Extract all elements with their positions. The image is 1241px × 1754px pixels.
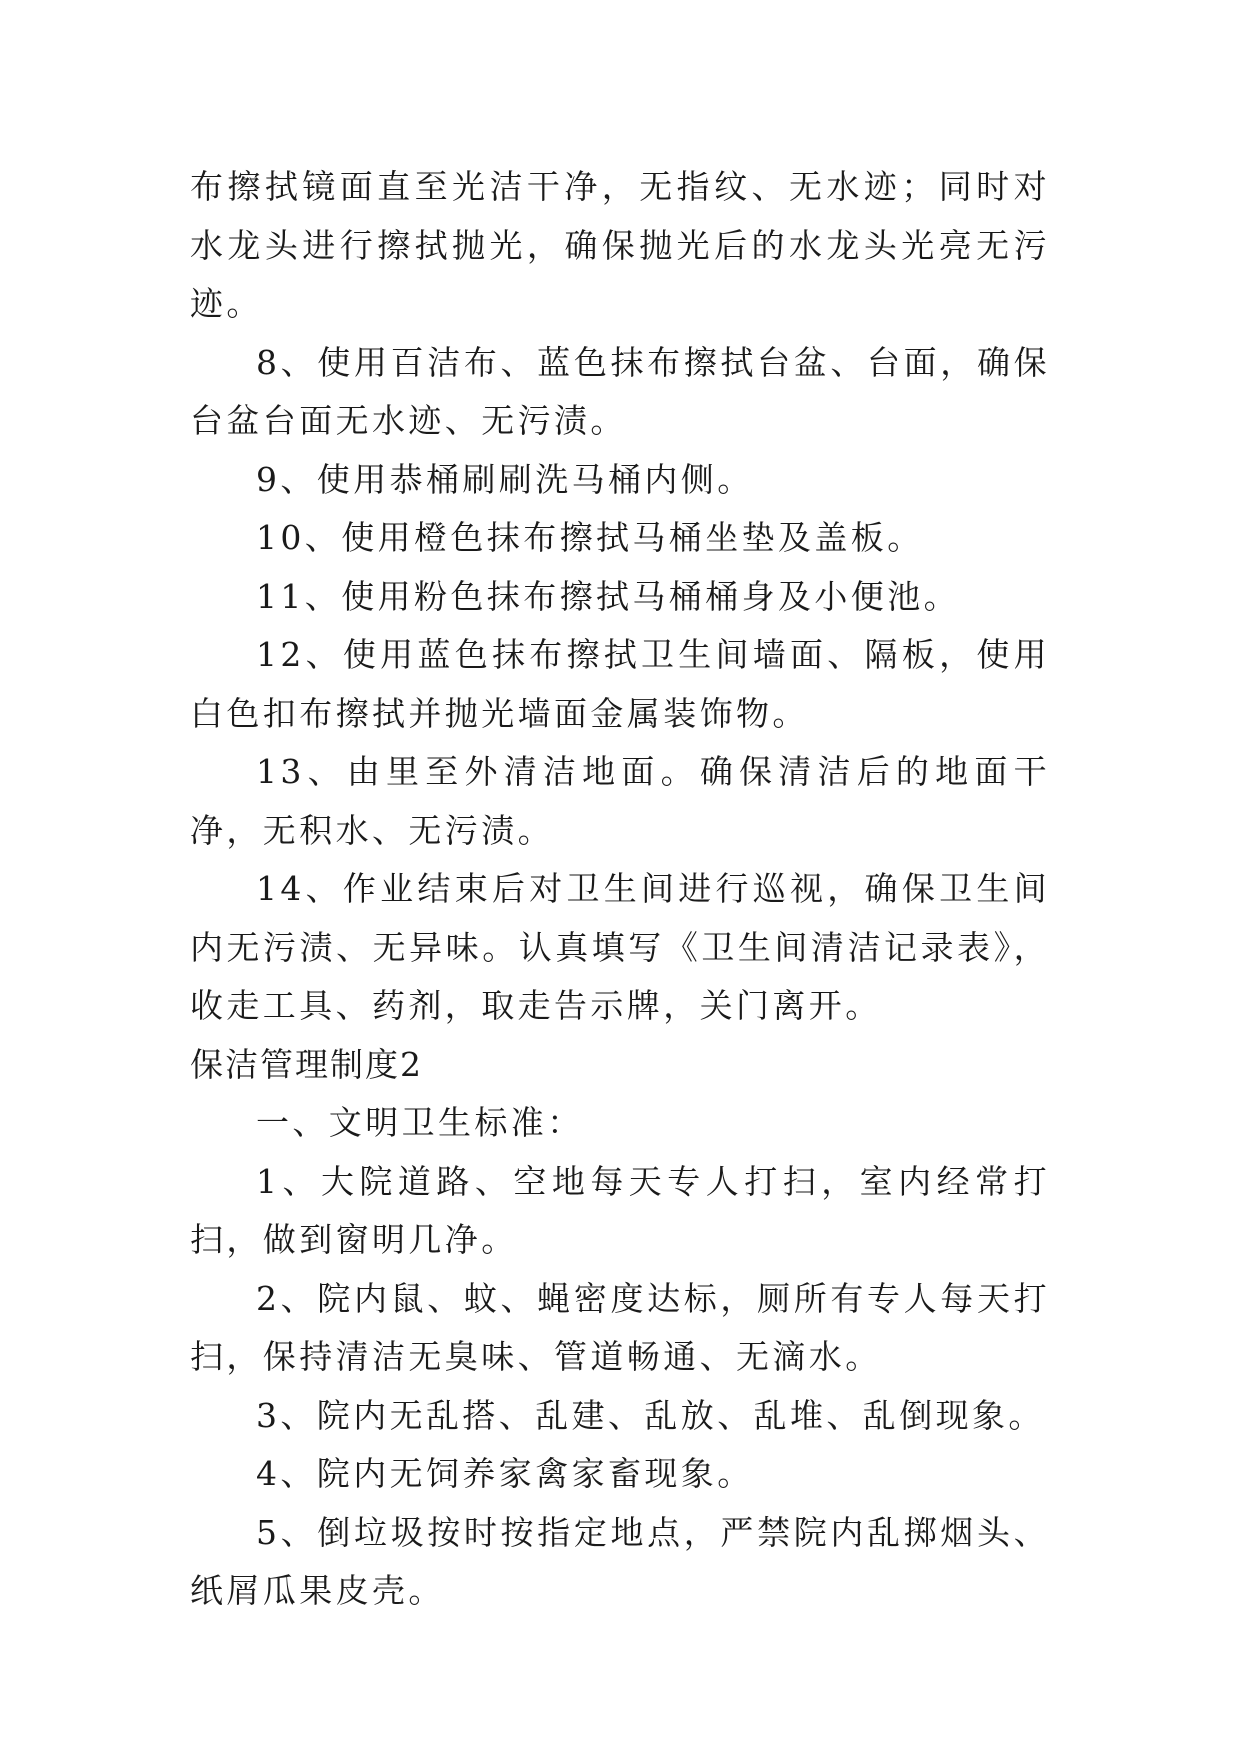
document-body (190, 158, 1050, 1621)
standard-item-1: 1、大院道路、空地每天专人打扫，室内经常打扫，做到窗明几净。 (190, 1161, 1050, 1259)
paragraph-step-11: 11、使用粉色抹布擦拭马桶桶身及小便池。 (256, 576, 960, 616)
standard-item-4: 4、院内无饲养家禽家畜现象。 (256, 1454, 754, 1493)
paragraph-step-8: 8、使用百洁布、蓝色抹布擦拭台盆、台面，确保台盆台面无水迹、无污渍。 (190, 342, 1050, 440)
standard-item-2: 2、院内鼠、蚊、蝇密度达标，厕所有专人每天打扫，保持清洁无臭味、管道畅通、无滴水。 (190, 1278, 1050, 1376)
standard-item-5: 5、倒垃圾按时按指定地点，严禁院内乱掷烟头、纸屑瓜果皮壳。 (190, 1512, 1050, 1610)
paragraph-step-10: 10、使用橙色抹布擦拭马桶坐垫及盖板。 (256, 518, 924, 557)
paragraph-step-9: 9、使用恭桶刷刷洗马桶内侧。 (256, 459, 754, 499)
paragraph-step-12: 12、使用蓝色抹布擦拭卫生间墙面、隔板，使用白色扣布擦拭并抛光墙面金属装饰物。 (190, 635, 1050, 733)
section-title: 保洁管理制度2 (190, 1044, 423, 1084)
paragraph-step-14: 14、作业结束后对卫生间进行巡视，确保卫生间内无污渍、无异味。认真填写《卫生间清洁记录表》，收走工具、药剂，取走告示牌，关门离开。 (190, 869, 1050, 1025)
paragraph-step-13: 13、由里至外清洁地面。确保清洁后的地面干净，无积水、无污渍。 (190, 752, 1050, 850)
standard-item-3: 3、院内无乱搭、乱建、乱放、乱堆、乱倒现象。 (256, 1395, 1045, 1435)
standard-heading: 一、文明卫生标准： (256, 1103, 584, 1142)
paragraph-continued: 布擦拭镜面直至光洁干净，无指纹、无水迹；同时对水龙头进行擦拭抛光，确保抛光后的水龙头光亮无污迹。 (190, 167, 1050, 323)
